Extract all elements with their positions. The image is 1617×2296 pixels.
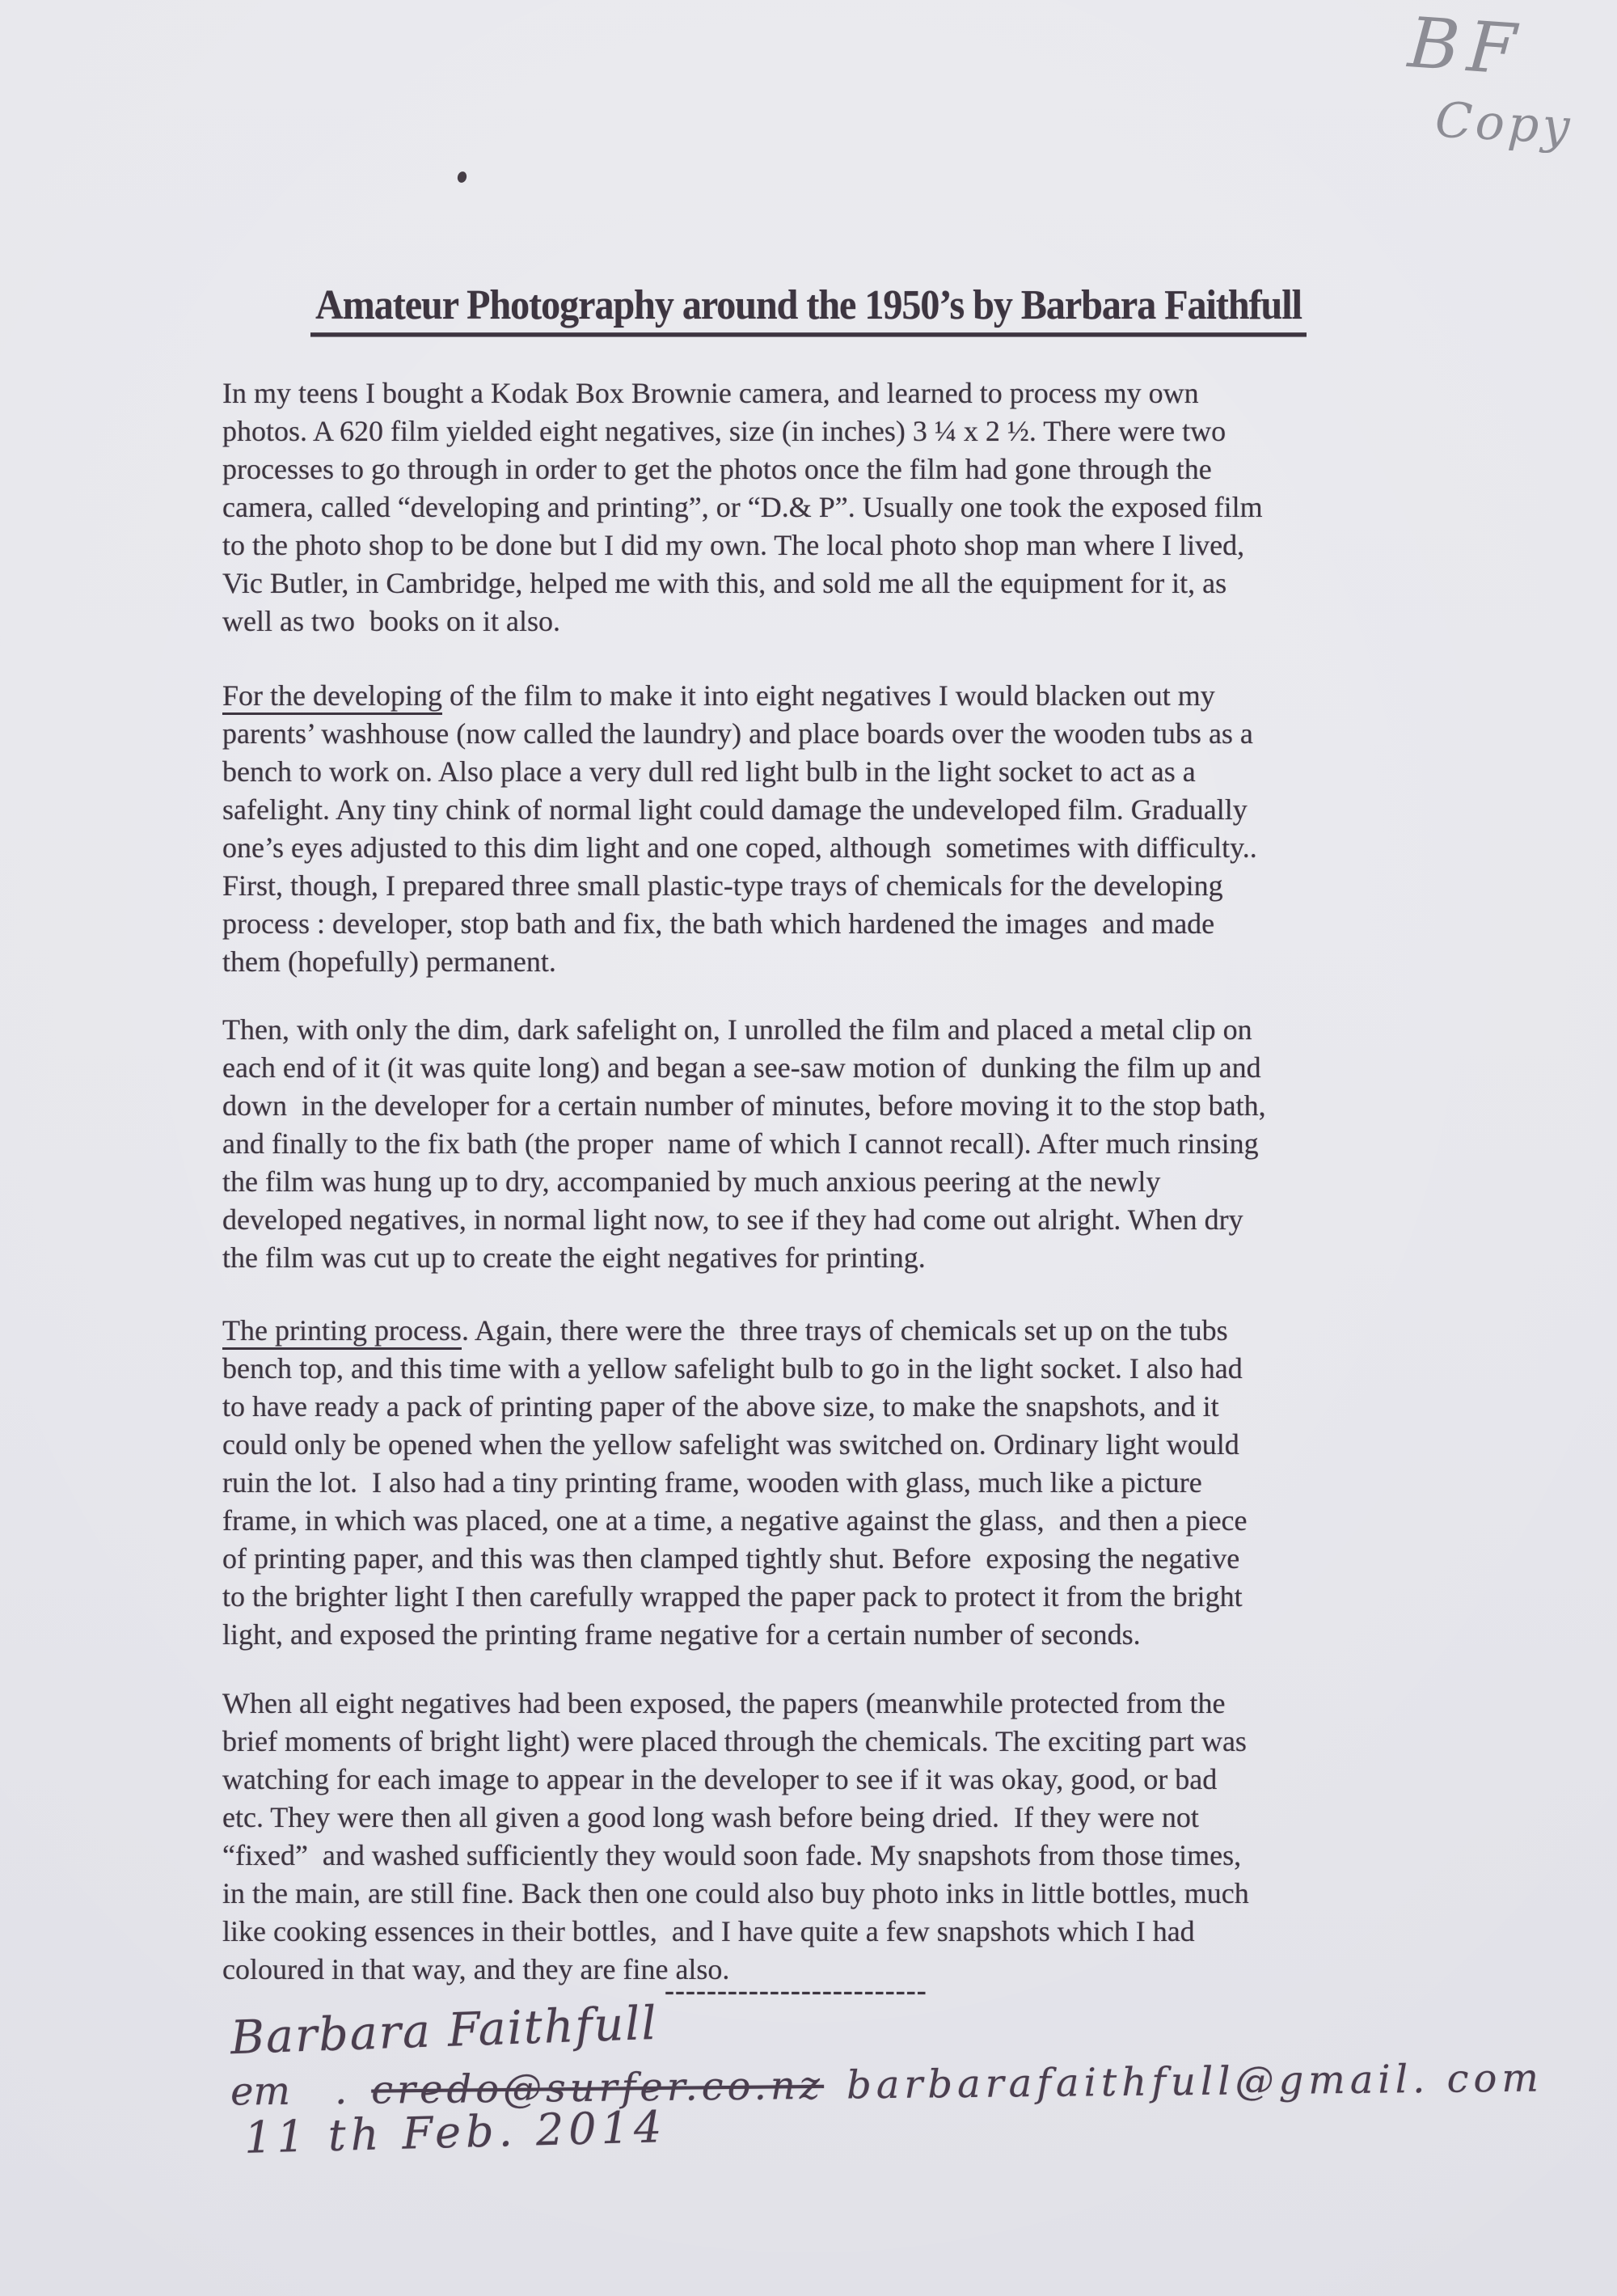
handwritten-old-email-crossed-out: credo@surfer.co.nz	[370, 2062, 825, 2113]
paragraph-developing: For the developing of the film to make it into eight negatives I would blacken out my parents’ washhouse (now called the laundry) and place boards over the wooden tubs as a bench to work on. Also place a very dull red light bulb in the light socket to act as a safelight. Any tiny chink of normal light could damage the undeveloped film. Gradually one’s eyes adjusted to this dim light and one coped, although sometimes with difficulty.. First, though, I prepared three small plastic-type trays of chemicals for the developing process : developer, stop bath and fix, the bath which hardened the images and made them (hopefully) permanent.	[222, 679, 1257, 978]
paragraph-printing-process: The printing process. Again, there were the three trays of chemicals set up on the tubs bench top, and this time with a yellow safelight bulb to go in the light socket. I also had to have ready a pack of printing paper of the above size, to make the snapshots, and it could only be opened when the yellow safelight was switched on. Ordinary light would ruin the lot. I also had a tiny printing frame, wooden with glass, much like a picture frame, in which was placed, one at a time, a negative against the glass, and then a piece of printing paper, and this was then clamped tightly shut. Before exposing the negative to the brighter light I then carefully wrapped the paper pack to protect it from the bright light, and exposed the printing frame negative for a certain number of seconds.	[222, 1314, 1248, 1651]
paragraph-film-processing: Then, with only the dim, dark safelight on, I unrolled the film and placed a metal clip on each end of it (it was quite long) and began a see-saw motion of dunking the film up and down in the developer for a certain number of minutes, before moving it to the stop bath, and finally to the fix bath (the proper name of which I cannot recall). After much rinsing the film was hung up to dry, accompanied by much anxious peering at the newly developed negatives, in normal light now, to see if they had come out alright. When dry the film was cut up to create the eight negatives for printing.	[222, 1013, 1266, 1274]
pencil-initials: BF	[1405, 2, 1527, 91]
dashed-separator: -------------------------	[665, 1974, 927, 2006]
handwritten-email-label: em	[230, 2068, 291, 2115]
paragraph-intro: In my teens I bought a Kodak Box Brownie camera, and learned to process my own photos. A 620 film yielded eight negatives, size (in inches) 3 ¼ x 2 ½. There were two processes to go through in order to get the photos once the film had gone through the camera, called “developing and printing”, or “D.& P”. Usually one took the exposed film to the photo shop to be done but I did my own. The local photo shop man where I lived, Vic Butler, in Cambridge, helped me with this, and sold me all the equipment for it, as well as two books on it also.	[222, 377, 1263, 637]
handwritten-email-dot: .	[334, 2067, 348, 2114]
handwritten-new-email: barbarafaithfull@gmail. com	[846, 2055, 1544, 2108]
handwritten-email-line	[230, 2055, 1543, 2114]
ink-speck	[456, 171, 467, 184]
handwritten-signature-name: Barbara Faithfull	[230, 1996, 659, 2066]
paragraph-exposing-papers: When all eight negatives had been exposed, the papers (meanwhile protected from the brief moments of bright light) were placed through the chemicals. The exciting part was watching for each image to appear in the developer to see if it was okay, good, or bad etc. They were then all given a good long wash before being dried. If they were not “fixed” and washed sufficiently they would soon fade. My snapshots from those times, in the main, are still fine. Back then one could also buy photo inks in little bottles, much like cooking essences in their bottles, and I have quite a few snapshots which I had coloured in that way, and they are fine also.	[222, 1687, 1249, 1985]
page-title-text: Amateur Photography around the 1950’s by Barbara Faithfull	[310, 281, 1307, 336]
page-title	[0, 283, 1617, 335]
handwritten-date: 11 th Feb. 2014	[243, 2101, 668, 2163]
pencil-copy-label: Copy	[1433, 91, 1575, 156]
